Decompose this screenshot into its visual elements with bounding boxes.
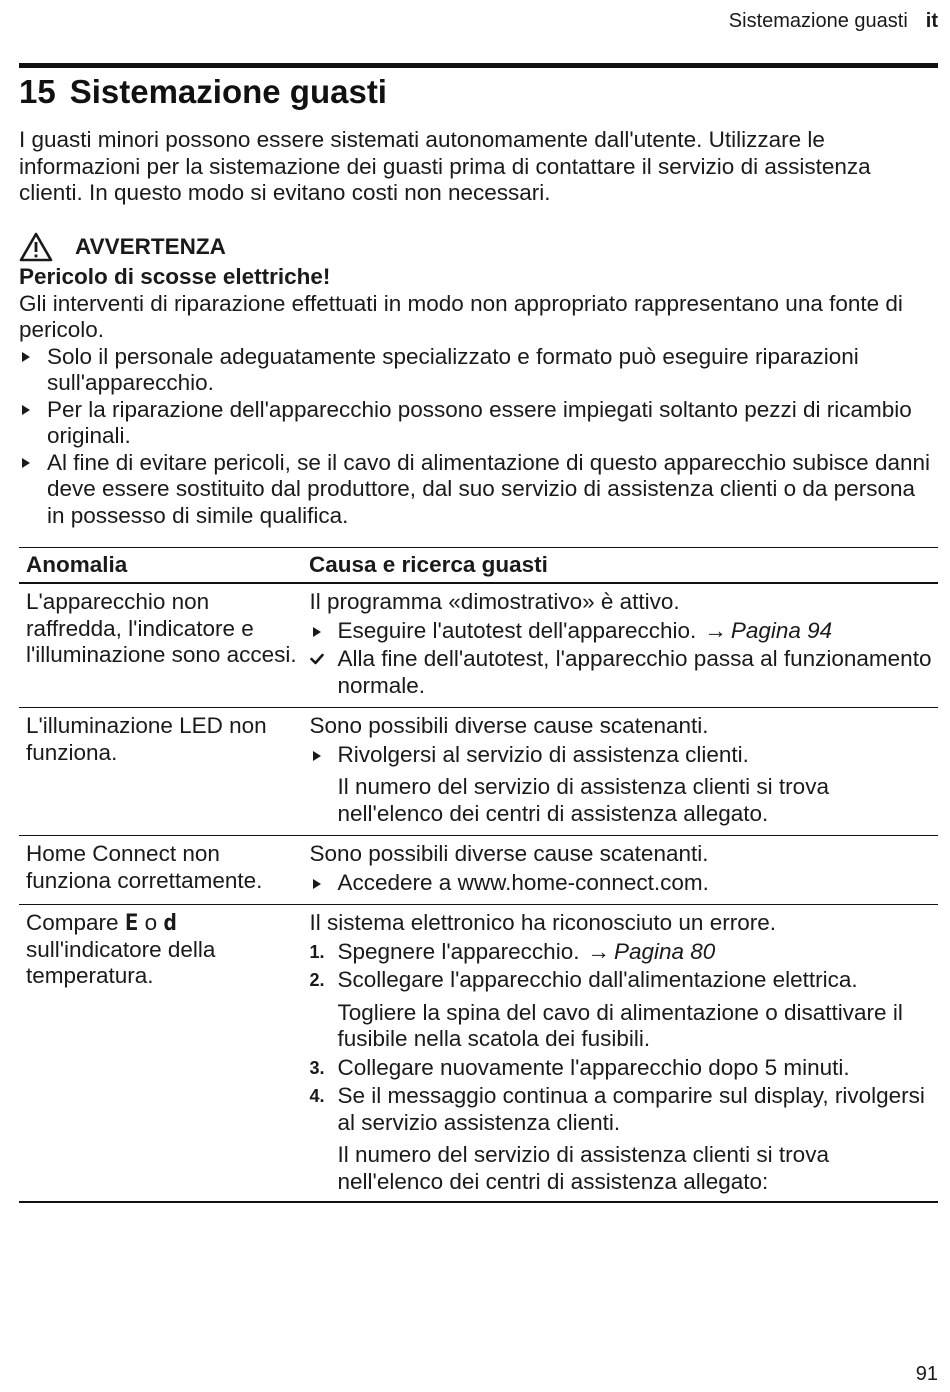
warning-bullet-list — [19, 344, 938, 530]
fault-cell: L'apparecchio non raffredda, l'indicatore e l'illuminazione sono accesi. — [19, 583, 302, 708]
warning-text: Gli interventi di riparazione effettuati in modo non appropriato rappresentano una fonte di pericolo. — [19, 290, 903, 342]
step-item: 3. Collegare nuovamente l'apparecchio dopo 5 minuti. — [309, 1054, 850, 1080]
chapter-number: 15 — [19, 73, 56, 110]
cause-text: Il programma «dimostrativo» è attivo. — [309, 589, 680, 614]
step-note: Togliere la spina del cavo di alimentazione o disattivare il fusibile nella scatola dei fusibili. — [337, 999, 903, 1051]
chapter-title-text: Sistemazione guasti — [69, 73, 387, 110]
warning-box — [19, 230, 938, 529]
bullet-triangle-icon — [313, 627, 321, 637]
column-header-fault: Anomalia — [19, 548, 302, 584]
action-item: Accedere a www.home-connect.com. — [310, 870, 939, 897]
bullet-triangle-icon — [22, 405, 30, 415]
numbered-step-list — [310, 939, 939, 1196]
action-list — [310, 870, 939, 897]
language-code: it — [925, 10, 938, 32]
fault-cell: L'illuminazione LED non funziona. — [19, 708, 302, 836]
page-reference-link[interactable]: Pagina 80 — [613, 938, 716, 964]
table-row — [19, 836, 938, 905]
step-number: 2. — [309, 970, 325, 990]
action-item: Eseguire l'autotest dell'apparecchio. → Pagina 94 — [310, 618, 939, 645]
table-row — [19, 583, 938, 708]
warning-triangle-icon — [19, 232, 53, 262]
column-header-cause: Causa e ricerca guasti — [302, 548, 938, 584]
cause-text: Sono possibili diverse cause scatenanti. — [309, 713, 709, 738]
troubleshooting-table — [19, 547, 938, 1203]
cause-cell — [302, 836, 938, 905]
action-item: Rivolgersi al servizio di assistenza clienti. — [310, 742, 939, 769]
action-list — [310, 618, 939, 700]
step-item: 2. Scollegare l'apparecchio dall'alimentazione elettrica. — [309, 967, 858, 992]
result-item: Alla fine dell'autotest, l'apparecchio passa al funzionamento normale. — [310, 646, 939, 699]
info-note: Il numero del servizio di assistenza clienti si trova nell'elenco dei centri di assistenza allegato. — [337, 774, 829, 826]
page-reference-link[interactable]: Pagina 94 — [730, 617, 833, 643]
bullet-triangle-icon — [313, 879, 321, 889]
bullet-triangle-icon — [313, 751, 321, 761]
manual-page — [19, 0, 938, 1392]
display-symbol-e: E — [124, 910, 139, 936]
cause-text: Il sistema elettronico ha riconosciuto un errore. — [309, 910, 776, 935]
warning-heading — [19, 230, 938, 264]
step-item: 4. Se il messaggio continua a comparire sul display, rivolgersi al servizio assistenza clienti. — [309, 1083, 925, 1135]
title-rule — [19, 63, 938, 68]
chapter-title — [19, 72, 387, 112]
page-number: 91 — [915, 1363, 938, 1385]
arrow-right-icon: → — [704, 617, 727, 643]
running-header — [729, 9, 938, 33]
checkmark-icon — [310, 653, 324, 665]
running-header-section: Sistemazione guasti — [728, 10, 908, 32]
bullet-triangle-icon — [22, 458, 30, 468]
step-number: 1. — [309, 941, 325, 962]
warning-bullet: Al fine di evitare pericoli, se il cavo di alimentazione di questo apparecchio subisce danni deve essere sostituito dal produttore, dal suo servizio di assistenza clienti o da persona in possesso di simile qualifica. — [19, 450, 938, 530]
step-item: 1. Spegnere l'apparecchio. → Pagina 80 — [309, 938, 716, 964]
step-note: Il numero del servizio di assistenza clienti si trova nell'elenco dei centri di assistenza allegato: — [337, 1142, 829, 1194]
table-row — [19, 905, 938, 1203]
table-header-row — [19, 548, 938, 584]
warning-label: AVVERTENZA — [75, 233, 226, 259]
cause-cell — [302, 708, 938, 836]
action-list — [310, 742, 939, 769]
warning-bullet: Solo il personale adeguatamente specializzato e formato può eseguire riparazioni sull'apparecchio. — [19, 344, 938, 397]
fault-cell: Compare E o d sull'indicatore della temperatura. — [19, 905, 302, 1203]
fault-cell: Home Connect non funziona correttamente. — [19, 836, 302, 905]
cause-cell — [302, 583, 938, 708]
cause-cell — [302, 905, 938, 1203]
warning-bullet: Per la riparazione dell'apparecchio possono essere impiegati soltanto pezzi di ricambio originali. — [19, 397, 938, 450]
intro-paragraph: I guasti minori possono essere sistemati autonomamente dall'utente. Utilizzare le informazioni per la sistemazione dei guasti prima di contattare il servizio di assistenza clienti. In questo modo si evitano costi non necessari. — [19, 127, 871, 205]
table-row — [19, 708, 938, 836]
warning-subtitle: Pericolo di scosse elettriche! — [19, 264, 331, 289]
arrow-right-icon: → — [587, 938, 610, 964]
step-number: 4. — [309, 1086, 325, 1106]
bullet-triangle-icon — [22, 352, 30, 362]
cause-text: Sono possibili diverse cause scatenanti. — [309, 841, 709, 866]
step-number: 3. — [309, 1057, 325, 1078]
display-symbol-d: d — [163, 910, 177, 936]
